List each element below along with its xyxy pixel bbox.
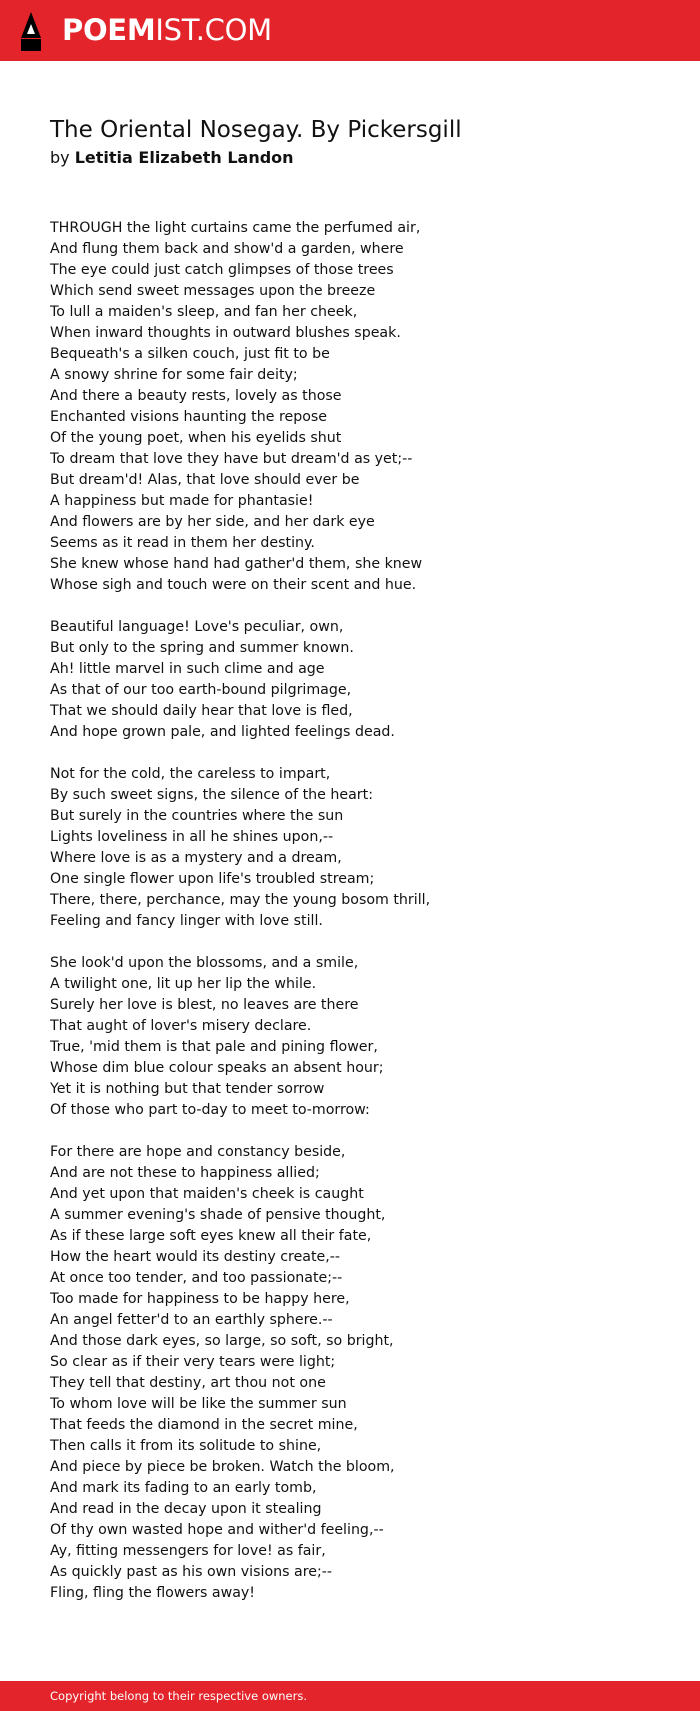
site-footer <box>0 1681 700 1711</box>
poem-line: As if these large soft eyes knew all their fate, <box>50 1228 372 1244</box>
logo-light-text: IST.COM <box>155 13 272 47</box>
site-logo[interactable] <box>62 12 272 48</box>
poem-line: Seems as it read in them her destiny. <box>50 535 315 551</box>
poem-line: But dream'd! Alas, that love should ever be <box>50 472 360 488</box>
poem-line: To whom love will be like the summer sun <box>50 1396 347 1412</box>
poem-line: Enchanted visions haunting the repose <box>50 409 328 425</box>
poem-line: A summer evening's shade of pensive thought, <box>50 1207 386 1223</box>
stanza <box>50 218 650 596</box>
poem-line: A snowy shrine for some fair deity; <box>50 367 298 383</box>
poem-line: THROUGH the light curtains came the perfumed air, <box>50 220 421 236</box>
poem-line: She knew whose hand had gather'd them, she knew <box>50 556 423 572</box>
poem-line: Of the young poet, when his eyelids shut <box>50 430 342 446</box>
poem-line: Bequeath's a silken couch, just fit to be <box>50 346 330 362</box>
poem-line: How the heart would its destiny create,-- <box>50 1249 341 1265</box>
poem-line: Too made for happiness to be happy here, <box>50 1291 350 1307</box>
author-name: Letitia Elizabeth Landon <box>74 148 294 167</box>
poem-line: And yet upon that maiden's cheek is caught <box>50 1186 364 1202</box>
poem-line: A happiness but made for phantasie! <box>50 493 314 509</box>
poem-line: The eye could just catch glimpses of those trees <box>50 262 394 278</box>
poem-line: So clear as if their very tears were light; <box>50 1354 336 1370</box>
poem-line: True, 'mid them is that pale and pining flower, <box>50 1039 378 1055</box>
poem-line: And hope grown pale, and lighted feelings dead. <box>50 724 395 740</box>
poem-line: And those dark eyes, so large, so soft, so bright, <box>50 1333 394 1349</box>
stanza <box>50 764 650 932</box>
poem-line: That we should daily hear that love is fled, <box>50 703 353 719</box>
poem-line: That aught of lover's misery declare. <box>50 1018 312 1034</box>
poem-line: One single flower upon life's troubled stream; <box>50 871 375 887</box>
poem-line: And are not these to happiness allied; <box>50 1165 320 1181</box>
poem-line: But only to the spring and summer known. <box>50 640 354 656</box>
poem-line: Ay, fitting messengers for love! as fair, <box>50 1543 326 1559</box>
poem-line: When inward thoughts in outward blushes speak. <box>50 325 401 341</box>
poem-body <box>50 218 650 1625</box>
poem-line: As quickly past as his own visions are;-- <box>50 1564 332 1580</box>
poem-line: And read in the decay upon it stealing <box>50 1501 322 1517</box>
poem-line: For there are hope and constancy beside, <box>50 1144 346 1160</box>
poem-line: They tell that destiny, art thou not one <box>50 1375 326 1391</box>
poem-line: And mark its fading to an early tomb, <box>50 1480 317 1496</box>
poem-line: By such sweet signs, the silence of the heart: <box>50 787 373 803</box>
stanza <box>50 1142 650 1604</box>
poem-line: To lull a maiden's sleep, and fan her cheek, <box>50 304 358 320</box>
poem-line: Whose sigh and touch were on their scent and hue. <box>50 577 417 593</box>
by-label: by <box>50 148 70 167</box>
site-header <box>0 0 700 61</box>
poem-line: Whose dim blue colour speaks an absent hour; <box>50 1060 384 1076</box>
poem-line: Where love is as a mystery and a dream, <box>50 850 342 866</box>
poem-line: Surely her love is blest, no leaves are there <box>50 997 359 1013</box>
stanza <box>50 953 650 1121</box>
poem-line: At once too tender, and too passionate;-- <box>50 1270 343 1286</box>
byline <box>50 147 294 169</box>
poem-line: An angel fetter'd to an earthly sphere.-- <box>50 1312 333 1328</box>
poem-line: And there a beauty rests, lovely as those <box>50 388 342 404</box>
poem-line: And flowers are by her side, and her dark eye <box>50 514 375 530</box>
poem-line: To dream that love they have but dream'd as yet;-- <box>50 451 413 467</box>
poem-line: A twilight one, lit up her lip the while. <box>50 976 317 992</box>
poem-line: That feeds the diamond in the secret mine, <box>50 1417 358 1433</box>
poem-line: Of thy own wasted hope and wither'd feeling,-- <box>50 1522 384 1538</box>
poem-line: Then calls it from its solitude to shine, <box>50 1438 322 1454</box>
poem-title: The Oriental Nosegay. By Pickersgill <box>50 117 462 143</box>
pen-nib-icon[interactable] <box>18 10 44 52</box>
stanza <box>50 617 650 743</box>
poem-line: She look'd upon the blossoms, and a smile, <box>50 955 359 971</box>
poem-line: But surely in the countries where the sun <box>50 808 344 824</box>
poem-line: Fling, fling the flowers away! <box>50 1585 255 1601</box>
poem-line: Yet it is nothing but that tender sorrow <box>50 1081 325 1097</box>
poem-line: There, there, perchance, may the young bosom thrill, <box>50 892 431 908</box>
copyright-text: Copyright belong to their respective owners. <box>50 1689 308 1703</box>
poem-line: Feeling and fancy linger with love still. <box>50 913 323 929</box>
poem-line: Of those who part to-day to meet to-morrow: <box>50 1102 370 1118</box>
logo-bold-text: POEM <box>62 13 156 47</box>
poem-line: Ah! little marvel in such clime and age <box>50 661 325 677</box>
poem-line: And flung them back and show'd a garden, where <box>50 241 404 257</box>
poem-line: Beautiful language! Love's peculiar, own, <box>50 619 344 635</box>
poem-line: Which send sweet messages upon the breeze <box>50 283 376 299</box>
poem-line: As that of our too earth-bound pilgrimage, <box>50 682 352 698</box>
poem-line: And piece by piece be broken. Watch the bloom, <box>50 1459 395 1475</box>
poem-line: Not for the cold, the careless to impart, <box>50 766 331 782</box>
poem-line: Lights loveliness in all he shines upon,-- <box>50 829 334 845</box>
